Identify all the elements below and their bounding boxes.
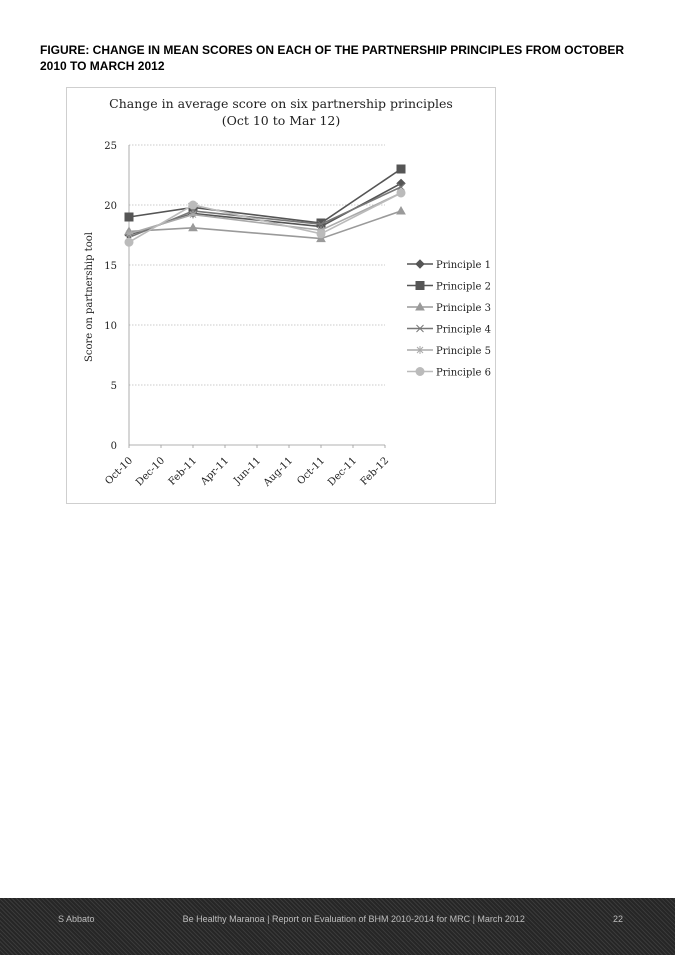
legend-item-1 [407,260,491,271]
y-tick-10: 10 [104,321,117,332]
chart-title: Change in average score on six partnership principles [109,96,453,111]
data-point-6-1 [125,238,133,246]
series-line-6 [129,193,401,242]
x-tick-Feb-11: Feb-11 [166,455,200,488]
legend-item-3 [407,303,491,314]
series-line-1 [129,183,401,235]
y-tick-5: 5 [110,381,117,392]
page-footer [0,898,675,955]
x-tick-Oct-10: Oct-10 [103,455,136,488]
x-tick-Jun-11: Jun-11 [232,455,264,487]
y-axis-label: Score on partnership tool [84,232,95,362]
figure-title: FIGURE: CHANGE IN MEAN SCORES ON EACH OF THE PARTNERSHIP PRINCIPLES FROM OCTOBER 2010 TO MARCH 2012 [40,43,625,73]
y-tick-labels [104,141,117,452]
data-point-6-4 [397,189,405,197]
chart-subtitle: (Oct 10 to Mar 12) [221,113,341,128]
x-tick-Dec-11: Dec-11 [326,455,360,489]
legend [407,260,491,379]
legend-label: Principle 1 [436,260,492,271]
legend-item-4 [407,325,491,336]
footer-author: S Abbato [58,914,95,924]
legend-marker [416,346,424,354]
legend-marker [416,368,424,376]
x-tick-Feb-12: Feb-12 [358,455,392,488]
legend-item-5 [407,346,491,357]
x-tick-labels [103,445,391,489]
data-point-2-4 [397,165,405,173]
data-point-3-4 [397,207,405,214]
line-chart [67,88,495,503]
data-point-1-4 [397,179,405,187]
series-group [125,165,405,246]
legend-item-2 [407,282,491,293]
y-tick-20: 20 [104,201,117,212]
x-tick-Aug-11: Aug-11 [261,455,296,489]
data-point-5-1 [125,230,133,238]
legend-label: Principle 5 [436,346,492,357]
series-6 [125,189,405,246]
chart-frame [66,87,496,504]
grid-lines [129,145,385,445]
series-line-2 [129,169,401,223]
y-tick-25: 25 [104,141,117,152]
data-point-6-3 [317,230,325,238]
legend-label: Principle 4 [436,324,492,336]
legend-marker [416,282,424,290]
series-5 [125,189,405,238]
data-point-5-2 [189,211,197,219]
legend-item-6 [407,368,491,379]
footer-report: Be Healthy Maranoa | Report on Evaluation of BHM 2010-2014 for MRC | March 2012 [182,914,525,924]
footer-page-number: 22 [612,914,623,924]
legend-label: Principle 2 [436,281,492,293]
series-line-3 [129,211,401,239]
legend-marker [416,260,424,268]
y-tick-15: 15 [104,261,117,272]
y-tick-0: 0 [110,441,117,452]
legend-label: Principle 6 [436,367,492,379]
x-tick-Apr-11: Apr-11 [198,455,232,488]
x-tick-Oct-11: Oct-11 [295,455,328,488]
data-point-2-1 [125,213,133,221]
data-point-6-2 [189,201,197,209]
x-tick-Dec-10: Dec-10 [134,455,168,489]
legend-label: Principle 3 [436,303,492,314]
